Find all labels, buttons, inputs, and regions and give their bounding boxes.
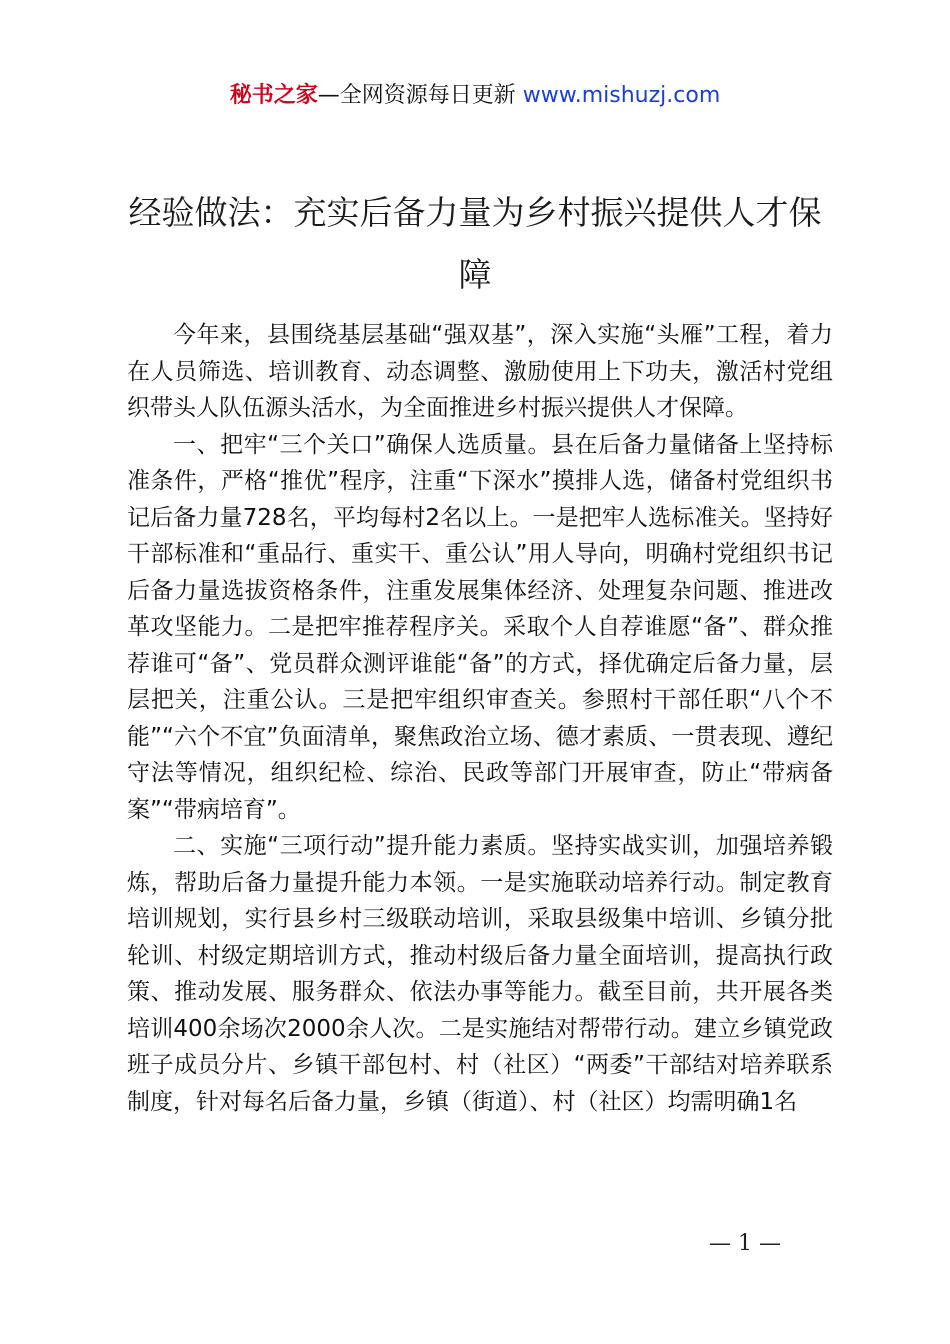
document-body	[127, 317, 833, 1120]
paragraph-section-two: 二、实施“三项行动”提升能力素质。坚持实战实训，加强培养锻炼，帮助后备力量提升能力本领。一是实施联动培养行动。制定教育培训规划，实行县乡村三级联动培训，采取县级集中培训、乡镇分批轮训、村级定期培训方式，推动村级后备力量全面培训，提高执行政策、推动发展、服务群众、依法办事等能力。截至目前，共开展各类培训400余场次2000余人次。二是实施结对帮带行动。建立乡镇党政班子成员分片、乡镇干部包村、村（社区）“两委”干部结对培养联系制度，针对每名后备力量，乡镇（街道）、村（社区）均需明确1名	[127, 833, 833, 1115]
paragraph-section-one: 一、把牢“三个关口”确保人选质量。县在后备力量储备上坚持标准条件，严格“推优”程序，注重“下深水”摸排人选，储备村党组织书记后备力量728名，平均每村2名以上。一是把牢人选标准关。坚持好干部标准和“重品行、重实干、重公认”用人导向，明确村党组织书记后备力量选拔资格条件，注重发展集体经济、处理复杂问题、推进改革攻坚能力。二是把牢推荐程序关。采取个人自荐谁愿“备”、群众推荐谁可“备”、党员群众测评谁能“备”的方式，择优确定后备力量，层层把关，注重公认。三是把牢组织审查关。参照村干部任职“八个不能”“六个不宜”负面清单，聚焦政治立场、德才素质、一贯表现、遵纪守法等情况，组织纪检、综治、民政等部门开展审查，防止“带病备案”“带病培育”。	[127, 431, 833, 823]
site-tagline: —全网资源每日更新	[317, 83, 523, 108]
page-number: — 1 —	[709, 1231, 781, 1256]
site-url[interactable]: www.mishuzj.com	[522, 83, 721, 108]
site-header	[0, 80, 950, 112]
brand-name: 秘书之家	[229, 83, 318, 108]
paragraph-intro: 今年来，县围绕基层基础“强双基”，深入实施“头雁”工程，着力在人员筛选、培训教育、动态调整、激励使用上下功夫，激活村党组织带头人队伍源头活水，为全面推进乡村振兴提供人才保障。	[127, 322, 833, 421]
document-title: 经验做法：充实后备力量为乡村振兴提供人才保障	[128, 193, 822, 294]
